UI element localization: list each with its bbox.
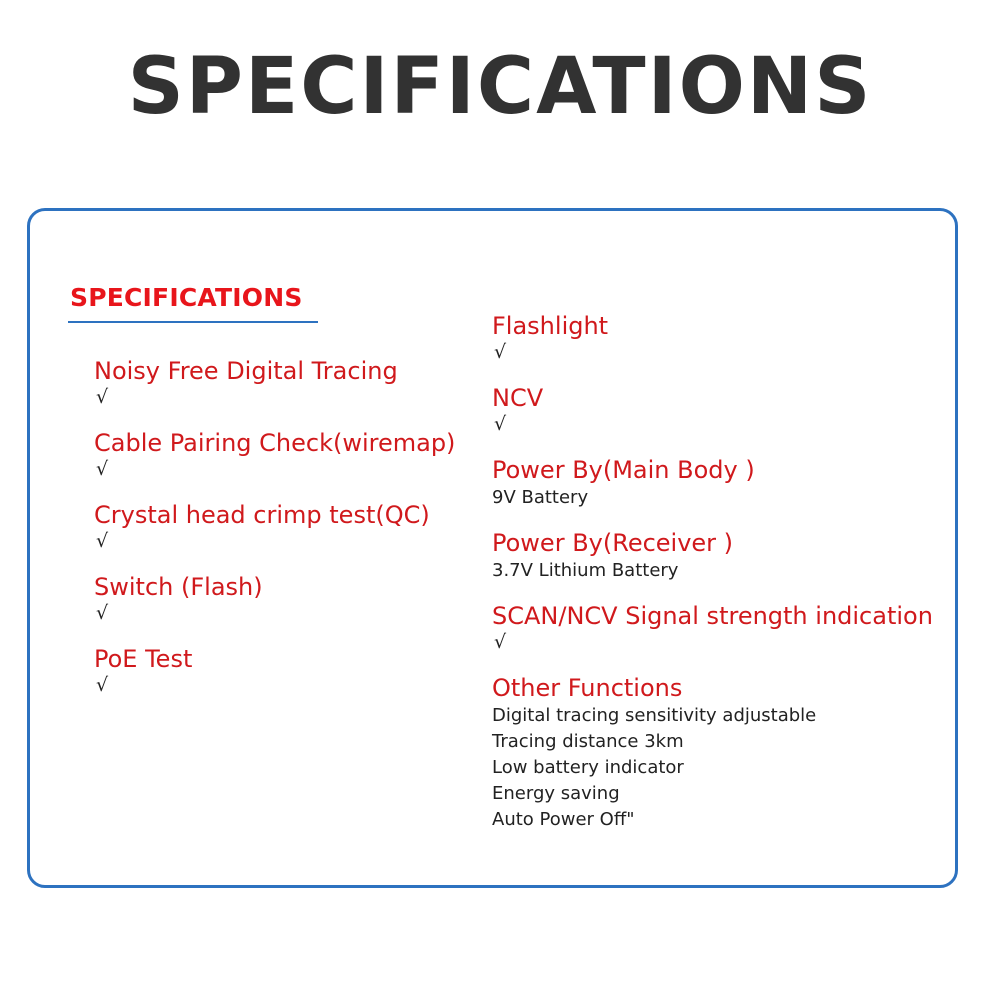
right-spec-column [492, 311, 952, 833]
spec-value: 3.7V Lithium Battery [492, 560, 679, 581]
check-mark: √ [96, 386, 109, 408]
spec-label: Cable Pairing Check(wiremap) [94, 429, 456, 457]
spec-item [492, 455, 952, 528]
panel-heading: SPECIFICATIONS [70, 283, 303, 312]
other-functions [492, 673, 952, 833]
spec-label: SCAN/NCV Signal strength indication [492, 602, 933, 630]
spec-label: PoE Test [94, 645, 193, 673]
spec-label: Power By(Main Body ) [492, 456, 755, 484]
check-mark: √ [96, 674, 109, 696]
spec-value: 9V Battery [492, 487, 589, 508]
spec-item [94, 428, 474, 500]
check-mark: √ [494, 413, 507, 435]
function-item: Energy saving [492, 783, 620, 804]
spec-label: Flashlight [492, 312, 609, 340]
spec-label: Other Functions [492, 674, 683, 702]
spec-label: NCV [492, 384, 544, 412]
page-title: SPECIFICATIONS [127, 42, 873, 132]
spec-label: Power By(Receiver ) [492, 529, 734, 557]
check-mark: √ [96, 458, 109, 480]
spec-item [492, 311, 952, 383]
check-mark: √ [494, 631, 507, 653]
function-item: Digital tracing sensitivity adjustable [492, 705, 817, 726]
check-mark: √ [96, 602, 109, 624]
specifications-panel [27, 208, 958, 888]
spec-label: Switch (Flash) [94, 573, 263, 601]
check-mark: √ [494, 341, 507, 363]
spec-label: Noisy Free Digital Tracing [94, 357, 398, 385]
function-item: Tracing distance 3km [492, 731, 684, 752]
spec-item [94, 572, 474, 644]
spec-label: Crystal head crimp test(QC) [94, 501, 430, 529]
function-item: Low battery indicator [492, 757, 684, 778]
check-mark: √ [96, 530, 109, 552]
spec-item [492, 528, 952, 601]
spec-item [492, 601, 952, 673]
spec-item [94, 356, 474, 428]
function-item: Auto Power Off" [492, 809, 635, 830]
left-spec-column [94, 356, 474, 716]
spec-item [94, 500, 474, 572]
spec-item [94, 644, 474, 716]
spec-item [492, 383, 952, 455]
heading-underline [68, 321, 318, 323]
